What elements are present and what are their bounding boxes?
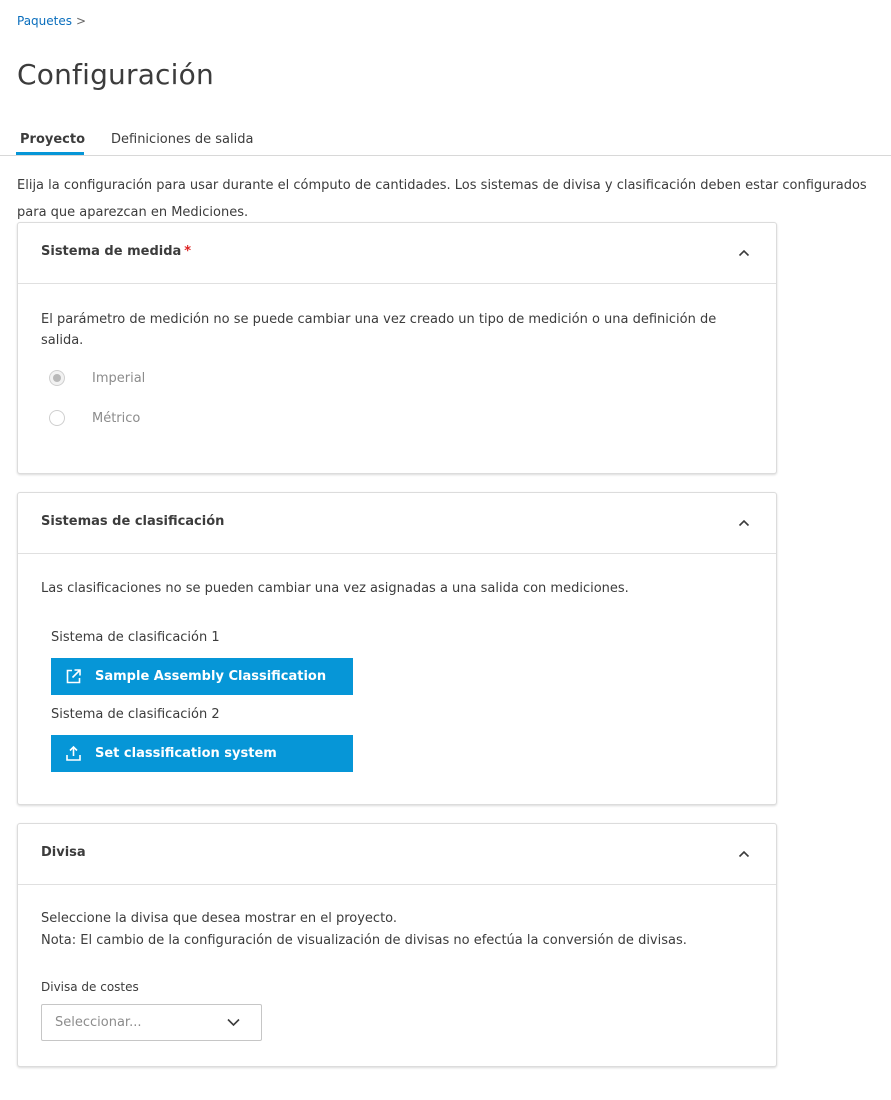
page-title: Configuración bbox=[17, 58, 214, 91]
set-classification-system-button-label: Set classification system bbox=[95, 746, 277, 761]
measurement-card-title bbox=[41, 244, 191, 259]
classification-description: Las clasificaciones no se pueden cambiar una vez asignadas a una salida con mediciones. bbox=[41, 581, 629, 596]
cost-currency-select-value: Seleccionar... bbox=[55, 1015, 142, 1030]
chevron-down-icon bbox=[227, 1018, 240, 1027]
chevron-up-icon[interactable] bbox=[738, 247, 750, 259]
radio-metrico-circle[interactable] bbox=[49, 410, 65, 426]
chevron-right-icon: > bbox=[76, 14, 87, 28]
chevron-up-icon[interactable] bbox=[738, 848, 750, 860]
sample-assembly-classification-button-label: Sample Assembly Classification bbox=[95, 669, 327, 684]
radio-metrico[interactable] bbox=[49, 410, 140, 426]
active-tab-indicator bbox=[16, 152, 84, 155]
breadcrumb bbox=[17, 14, 86, 28]
tab-definiciones-de-salida[interactable]: Definiciones de salida bbox=[111, 132, 254, 147]
chevron-up-icon[interactable] bbox=[738, 517, 750, 529]
upload-icon bbox=[65, 745, 82, 762]
set-classification-system-button[interactable] bbox=[51, 735, 353, 772]
currency-card-title: Divisa bbox=[41, 845, 86, 860]
classification-card-header[interactable] bbox=[18, 493, 776, 554]
classification-system-2-label: Sistema de clasificación 2 bbox=[51, 707, 220, 722]
radio-metrico-label: Métrico bbox=[92, 410, 141, 426]
cost-currency-select[interactable] bbox=[41, 1004, 262, 1041]
external-link-icon bbox=[65, 668, 82, 685]
radio-imperial-circle[interactable] bbox=[49, 370, 65, 386]
radio-imperial-label: Imperial bbox=[92, 370, 146, 386]
cost-currency-label: Divisa de costes bbox=[41, 980, 139, 994]
radio-selected-dot bbox=[53, 374, 61, 382]
tab-bar bbox=[0, 124, 891, 156]
measurement-description: El parámetro de medición no se puede cambiar una vez creado un tipo de medición o una definición de salida. bbox=[41, 312, 717, 348]
classification-card-title: Sistemas de clasificación bbox=[41, 514, 225, 529]
currency-card-header[interactable] bbox=[18, 824, 776, 885]
measurement-system-card bbox=[17, 222, 777, 474]
currency-card bbox=[17, 823, 777, 1067]
breadcrumb-link-paquetes[interactable]: Paquetes bbox=[17, 14, 72, 28]
radio-imperial[interactable] bbox=[49, 370, 145, 386]
currency-description-line1: Seleccione la divisa que desea mostrar en el proyecto. bbox=[41, 911, 398, 926]
sample-assembly-classification-button[interactable] bbox=[51, 658, 353, 695]
required-mark: * bbox=[184, 244, 192, 259]
currency-description-line2: Nota: El cambio de la configuración de visualización de divisas no efectúa la conversión de divisas. bbox=[41, 933, 687, 948]
measurement-card-header[interactable] bbox=[18, 223, 776, 284]
measurement-card-title-text: Sistema de medida bbox=[41, 244, 182, 259]
tab-proyecto[interactable]: Proyecto bbox=[20, 132, 86, 147]
classification-systems-card bbox=[17, 492, 777, 805]
intro-text: Elija la configuración para usar durante el cómputo de cantidades. Los sistemas de divisa y clasificación deben estar configurados para que aparezcan en Mediciones. bbox=[17, 178, 867, 220]
classification-system-1-label: Sistema de clasificación 1 bbox=[51, 630, 220, 645]
